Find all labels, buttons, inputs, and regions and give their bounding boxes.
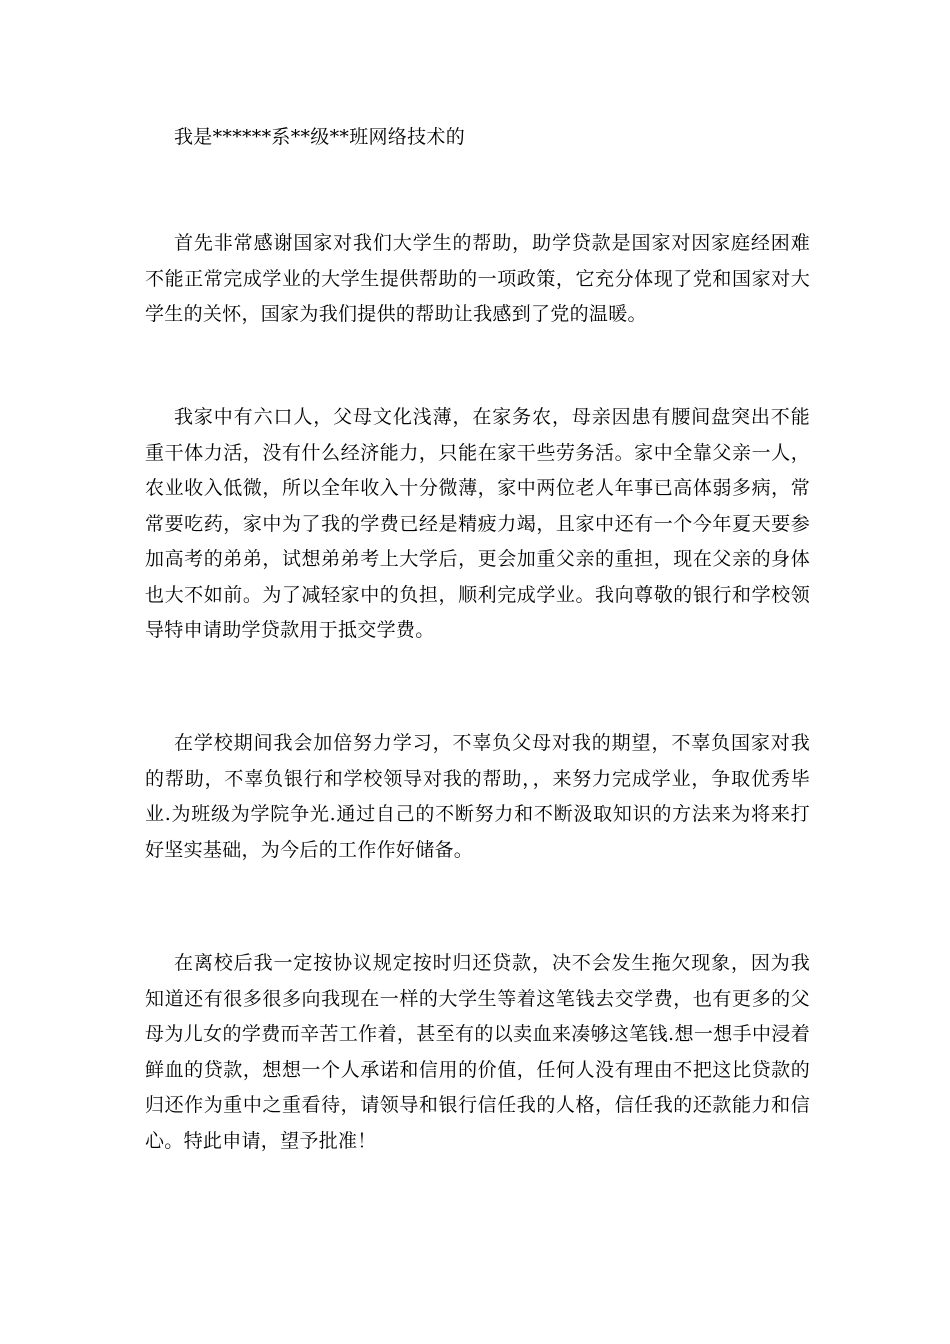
paragraph-intro: 我是******系**级**班网络技术的	[174, 126, 466, 148]
paragraph-family-situation: 我家中有六口人，父母文化浅薄，在家务农，母亲因患有腰间盘突出不能重干体力活，没有什么经济能力，只能在家干些劳务活。家中全靠父亲一人，农业收入低微，所以全年收入十分微薄，家中两位老人年事已高体弱多病，常常要吃药，家中为了我的学费已经是精疲力竭，且家中还有一个今年夏天要参加高考的弟弟，试想弟弟考上大学后，更会加重父亲的重担，现在父亲的身体也大不如前。为了减轻家中的负担，顺利完成学业。我向尊敬的银行和学校领导特申请助学贷款用于抵交学费。	[145, 406, 810, 641]
paragraph-thanks: 首先非常感谢国家对我们大学生的帮助，助学贷款是国家对因家庭经困难不能正常完成学业的大学生提供帮助的一项政策，它充分体现了党和国家对大学生的关怀，国家为我们提供的帮助让我感到了党的温暖。	[145, 232, 810, 325]
paragraph-repayment-pledge: 在离校后我一定按协议规定按时归还贷款，决不会发生拖欠现象，因为我知道还有很多很多向我现在一样的大学生等着这笔钱去交学费，也有更多的父母为儿女的学费而辛苦工作着，甚至有的以卖血来凑够这笔钱.想一想手中浸着鲜血的贷款，想想一个人承诺和信用的价值，任何人没有理由不把这比贷款的归还作为重中之重看待，请领导和银行信任我的人格，信任我的还款能力和信心。特此申请，望予批准！	[145, 952, 810, 1152]
paragraph-study-commitment: 在学校期间我会加倍努力学习，不辜负父母对我的期望，不辜负国家对我的帮助，不辜负银行和学校领导对我的帮助，，来努力完成学业，争取优秀毕业.为班级为学院争光.通过自己的不断努力和不断汲取知识的方法来为将来打好坚实基础，为今后的工作作好储备。	[145, 732, 810, 861]
